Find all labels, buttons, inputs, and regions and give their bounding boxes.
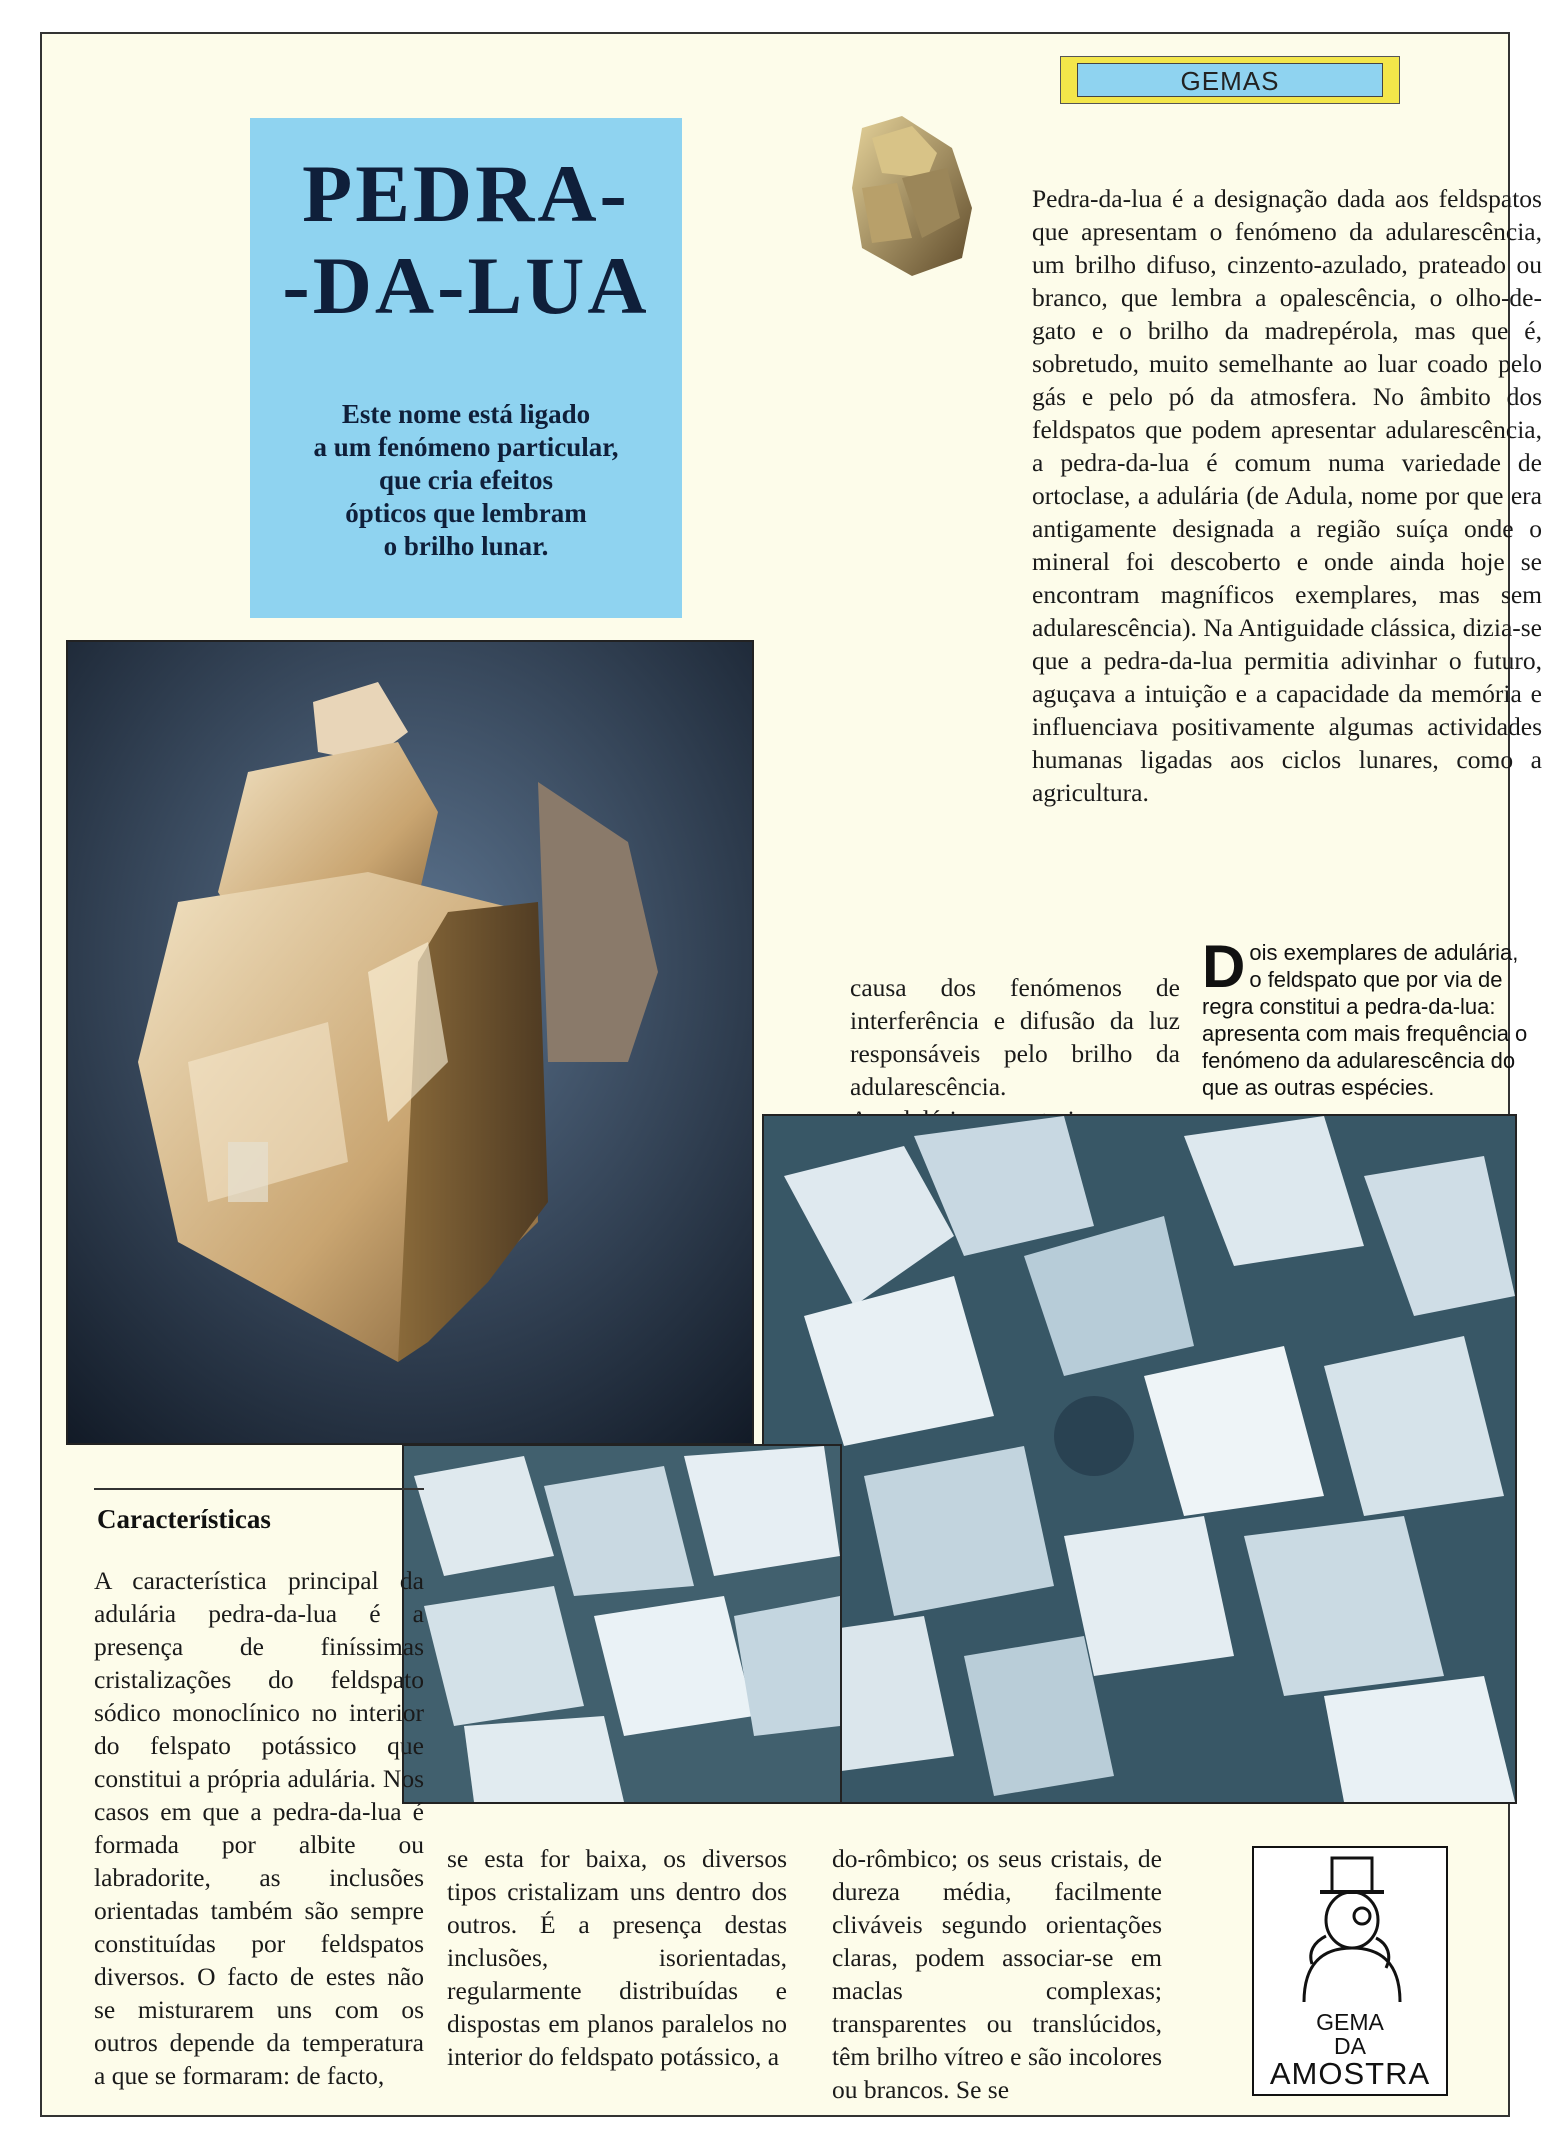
intro-paragraph — [852, 182, 1542, 809]
column-1-text: A característica principal da adulária pedra-da-lua é a presença de finíssimas cristalizações do feldspato sódico monoclínico no interior do felspato potássico que constitui a própria adulária. Nos casos em que a pedra-da-lua é formada por albite ou labradorite, as inclusões orientadas também são sempre constituídas por feldspatos diversos. O facto de estes não se misturarem uns com os outros depende da temperatura a que se formaram: de facto, — [94, 1566, 424, 2090]
photo-caption — [1202, 933, 1532, 1101]
subtitle-line: ópticos que lembram — [345, 498, 587, 528]
stamp-line-1: GEMA — [1316, 2009, 1384, 2035]
title-line-1: PEDRA- — [302, 148, 630, 239]
crystal-illustration — [68, 642, 752, 1443]
subtitle-line: que cria efeitos — [379, 465, 553, 495]
page-title — [250, 148, 682, 332]
stamp-line-2: DA — [1334, 2033, 1366, 2059]
adularia-cluster-photo — [402, 1444, 842, 1804]
subtitle — [270, 398, 662, 563]
section-tag-label: GEMAS — [1077, 63, 1383, 97]
title-line-2: -DA-LUA — [282, 240, 650, 331]
adularia-crystals-photo — [762, 1114, 1517, 1804]
subtitle-line: o brilho lunar. — [383, 531, 549, 561]
subtitle-line: a um fenómeno particular, — [313, 432, 619, 462]
subtitle-line: Este nome está ligado — [341, 399, 591, 429]
intro-text: Pedra-da-lua é a designação dada aos feldspatos que apresentam o fenómeno da adularescência, um brilho difuso, cinzento-azulado, prateado ou branco, que lembra a opalescência, o olho-de-gato e o brilho da madrepérola, mas que é, sobretudo, muito semelhante ao luar coado pelo gás e pelo pó da atmosfera. No âmbito dos feldspatos que podem apresentar adularescência, a pedra-da-lua é comum numa variedade de ortoclase, a adulária (de Adula, nome por que era antigamente designada a região suíça onde o mineral foi descoberto e onde ainda hoje se encontram magníficos exemplares, mas sem adularescência). Na Antiguidade clássica, dizia-se que a pedra-da-lua permitia adivinhar o futuro, aguçava a intuição e a capacidade da memória e influenciava positivamente algumas actividades humanas ligadas aos ciclos lunares, como a agricultura. — [1032, 184, 1542, 807]
title-box — [250, 118, 682, 618]
section-rule — [94, 1488, 424, 1490]
section-heading: Características — [97, 1504, 271, 1534]
caption-dropcap: D — [1202, 933, 1246, 1000]
column-3 — [832, 1842, 1162, 2106]
jeweler-icon — [1254, 1852, 1446, 2002]
caption-text: ois exemplares de adulária, o feldspato que por via de regra constitui a pedra-da-lua: apresenta com mais frequência o fenómeno da adularescência do que as outras espécies. — [1202, 940, 1528, 1100]
continuation-paragraph: causa dos fenómenos de interferência e difusão da luz responsáveis pelo brilho da adularescência. — [850, 973, 1180, 1101]
section-tag — [1060, 56, 1400, 104]
stamp-line-3: AMOSTRA — [1269, 2056, 1431, 2091]
stamp-label — [1254, 2010, 1446, 2090]
cluster-illustration — [404, 1446, 840, 1802]
column-2-text: se esta for baixa, os diversos tipos cristalizam uns dentro dos outros. É a presença destas inclusões, isorientadas, regularmente distribuídas e dispostas em planos paralelos no interior do feldspato potássico, a — [447, 1844, 787, 2071]
large-crystal-photo — [66, 640, 754, 1445]
page-frame — [40, 32, 1542, 2117]
column-2 — [447, 1842, 787, 2073]
gema-da-amostra-stamp — [1252, 1846, 1448, 2096]
crystal-cluster-illustration — [764, 1116, 1515, 1802]
column-3-text: do-rômbico; os seus cristais, de dureza média, facilmente cliváveis segundo orientações claras, podem associar-se em maclas complexas; transparentes ou translúcidos, têm brilho vítreo e são incolores ou brancos. Se se — [832, 1844, 1162, 2104]
column-1 — [94, 1564, 424, 2092]
